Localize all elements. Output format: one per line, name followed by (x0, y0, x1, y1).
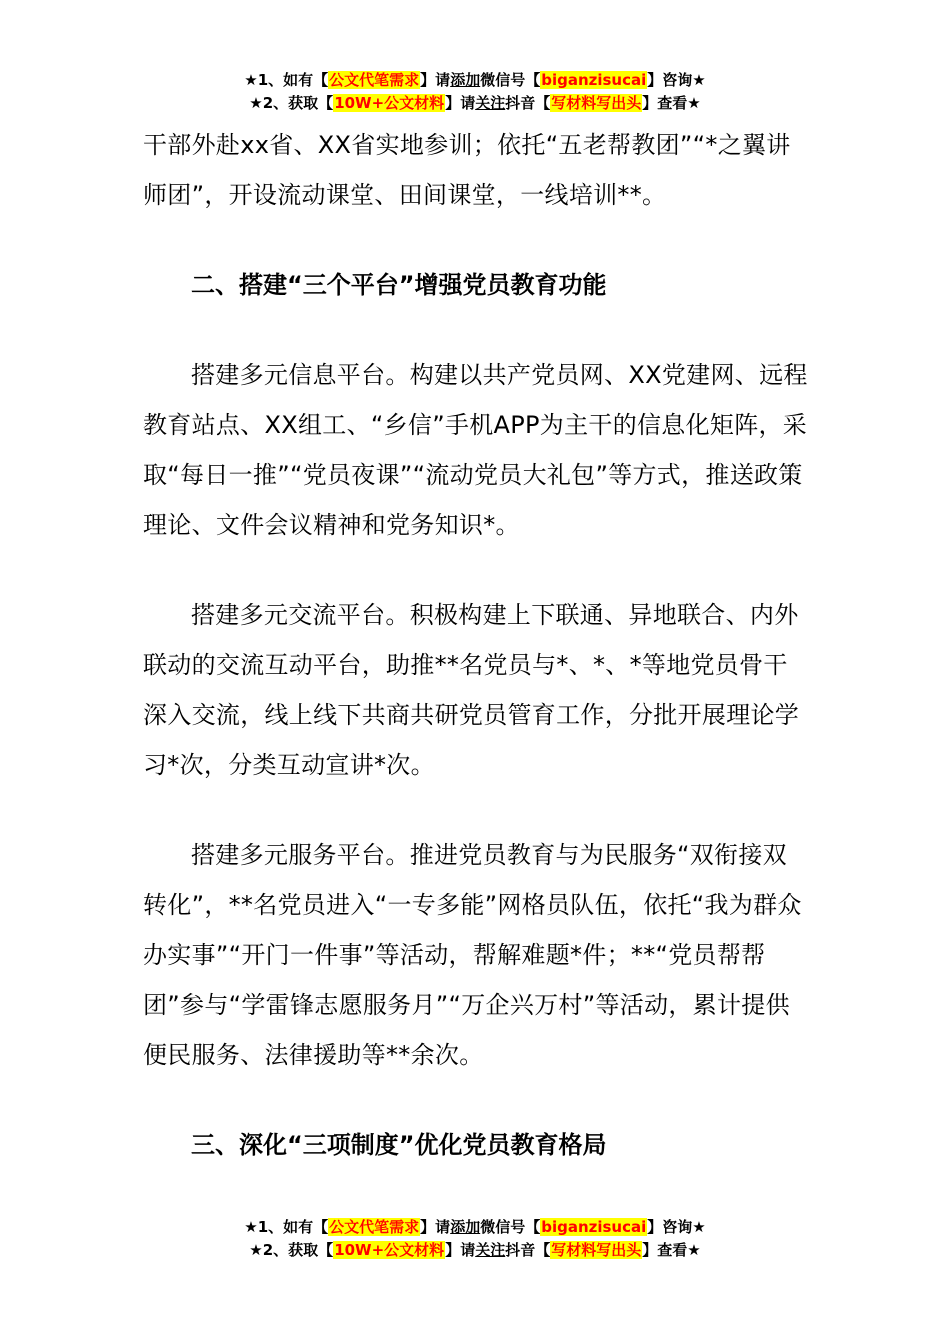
banner-text: 微信号【 (480, 71, 541, 89)
banner-text: 】请 (420, 1218, 451, 1236)
banner-text: 】请 (445, 94, 476, 112)
banner-text: ★2、获取【 (249, 94, 334, 112)
banner-text: 】查看★ (642, 94, 701, 112)
banner-text: ★2、获取【 (249, 1241, 334, 1259)
banner-line-2 (0, 1239, 950, 1262)
document-body (143, 120, 811, 1210)
header-banner (0, 69, 950, 115)
underlined-text: 添加 (450, 1218, 481, 1236)
banner-line-1 (0, 1216, 950, 1239)
highlight-wechat-id: biganzisucai (541, 71, 647, 89)
banner-text: ★1、如有【 (244, 71, 329, 89)
banner-text: 抖音【 (505, 1241, 551, 1259)
paragraph: 干部外赴xx省、XX省实地参训；依托“五老帮教团”“*之翼讲师团”，开设流动课堂、田间课堂，一线培训**。 (143, 131, 791, 209)
banner-line-2 (0, 92, 950, 115)
banner-text: 抖音【 (505, 94, 551, 112)
banner-text: 】请 (420, 71, 451, 89)
highlight-materials: 10W+公文材料 (334, 1241, 445, 1259)
highlight-douyin: 写材料写出头 (551, 94, 642, 112)
banner-text: ★1、如有【 (244, 1218, 329, 1236)
highlight-wechat-id: biganzisucai (541, 1218, 647, 1236)
highlight-service: 公文代笔需求 (329, 71, 420, 89)
section-heading: 三、深化“三项制度”优化党员教育格局 (191, 1131, 607, 1159)
banner-line-1 (0, 69, 950, 92)
highlight-douyin: 写材料写出头 (551, 1241, 642, 1259)
footer-banner (0, 1216, 950, 1262)
paragraph: 搭建多元信息平台。构建以共产党员网、XX党建网、远程教育站点、XX组工、“乡信”手机APP为主干的信息化矩阵，采取“每日一推”“党员夜课”“流动党员大礼包”等方式，推送政策理论、文件会议精神和党务知识*。 (143, 361, 808, 539)
banner-text: 】查看★ (642, 1241, 701, 1259)
paragraph: 搭建多元服务平台。推进党员教育与为民服务“双衔接双转化”，**名党员进入“一专多能”网格员队伍，依托“我为群众办实事”“开门一件事”等活动，帮解难题*件；**“党员帮帮团”参与“学雷锋志愿服务月”“万企兴万村”等活动，累计提供便民服务、法律援助等**余次。 (143, 841, 802, 1069)
underlined-text: 关注 (475, 1241, 506, 1259)
highlight-service: 公文代笔需求 (329, 1218, 420, 1236)
banner-text: 】请 (445, 1241, 476, 1259)
underlined-text: 关注 (475, 94, 506, 112)
highlight-materials: 10W+公文材料 (334, 94, 445, 112)
underlined-text: 添加 (450, 71, 481, 89)
banner-text: 】咨询★ (647, 71, 706, 89)
banner-text: 微信号【 (480, 1218, 541, 1236)
banner-text: 】咨询★ (647, 1218, 706, 1236)
section-heading: 二、搭建“三个平台”增强党员教育功能 (191, 271, 607, 299)
paragraph: 搭建多元交流平台。积极构建上下联通、异地联合、内外联动的交流互动平台，助推**名党员与*、*、*等地党员骨干深入交流，线上线下共商共研党员管育工作，分批开展理论学习*次，分类互动宣讲*次。 (143, 601, 800, 779)
